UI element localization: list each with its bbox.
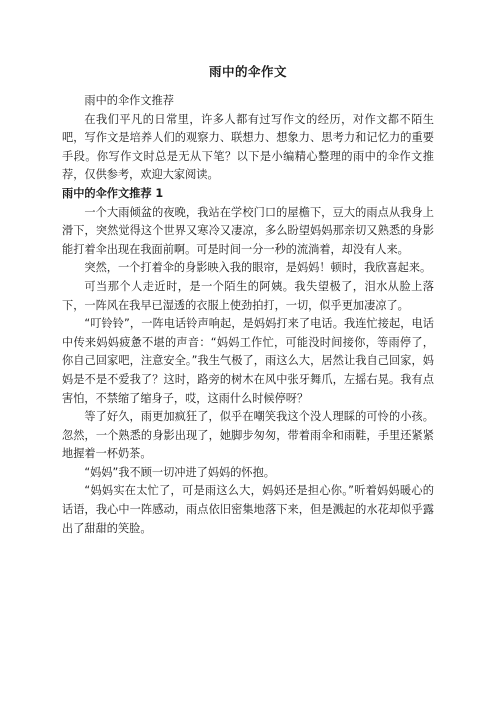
article-body — [62, 92, 434, 538]
section-heading: 雨中的伞作文推荐 1 — [62, 186, 164, 200]
body-paragraph: 等了好久，雨更加疯狂了，似乎在嘲笑我这个没人理睬的可怜的小孩。忽然，一个熟悉的身影出现了，她脚步匆匆，带着雨伞和雨鞋，手里还紧紧地握着一杯奶茶。 — [62, 410, 434, 461]
body-paragraph: 突然，一个打着伞的身影映入我的眼帘，是妈妈！顿时，我欣喜起来。 — [84, 261, 432, 275]
page-title: 雨中的伞作文 — [208, 64, 287, 79]
body-paragraph: 可当那个人走近时，是一个陌生的阿姨。我失望极了，泪水从脸上落下，一阵风在我早已湿透的衣服上使劲拍打，一切，似乎更加凄凉了。 — [62, 279, 434, 312]
body-paragraph: 一个大雨倾盆的夜晚，我站在学校门口的屋檐下，豆大的雨点从我身上滑下，突然觉得这个世界又寒冷又凄凉，多么盼望妈妈那亲切又熟悉的身影能打着伞出现在我面前啊。可是时间一分一秒的流淌着，却没有人来。 — [62, 205, 434, 256]
intro-paragraph: 在我们平凡的日常里，许多人都有过写作文的经历，对作文都不陌生吧，写作文是培养人们的观察力、联想力、想象力、思考力和记忆力的重要手段。你写作文时总是无从下笔？以下是小编精心整理的雨中的伞作文推荐，仅供参考，欢迎大家阅读。 — [62, 112, 434, 182]
subtitle-line: 雨中的伞作文推荐 — [84, 94, 174, 107]
body-paragraph: “妈妈”我不顾一切冲进了妈妈的怀抱。 — [84, 465, 275, 479]
body-paragraph: “叮铃铃”，一阵电话铃声响起，是妈妈打来了电话。我连忙接起，电话中传来妈妈疲惫不堪的声音：“妈妈工作忙，可能没时间接你，等雨停了，你自己回家吧，注意安全。”我生气极了，雨这么大，居然让我自己回家，妈妈是不是不爱我了？这时，路旁的树木在风中张牙舞爪，左摇右晃。我有点害怕，不禁缩了缩身子，哎，这雨什么时候停呀？ — [62, 317, 434, 405]
body-paragraph: “妈妈实在太忙了，可是雨这么大，妈妈还是担心你。”听着妈妈暖心的话语，我心中一阵感动，雨点依旧密集地落下来，但是溅起的水花却似乎露出了甜甜的笑脸。 — [62, 484, 434, 535]
